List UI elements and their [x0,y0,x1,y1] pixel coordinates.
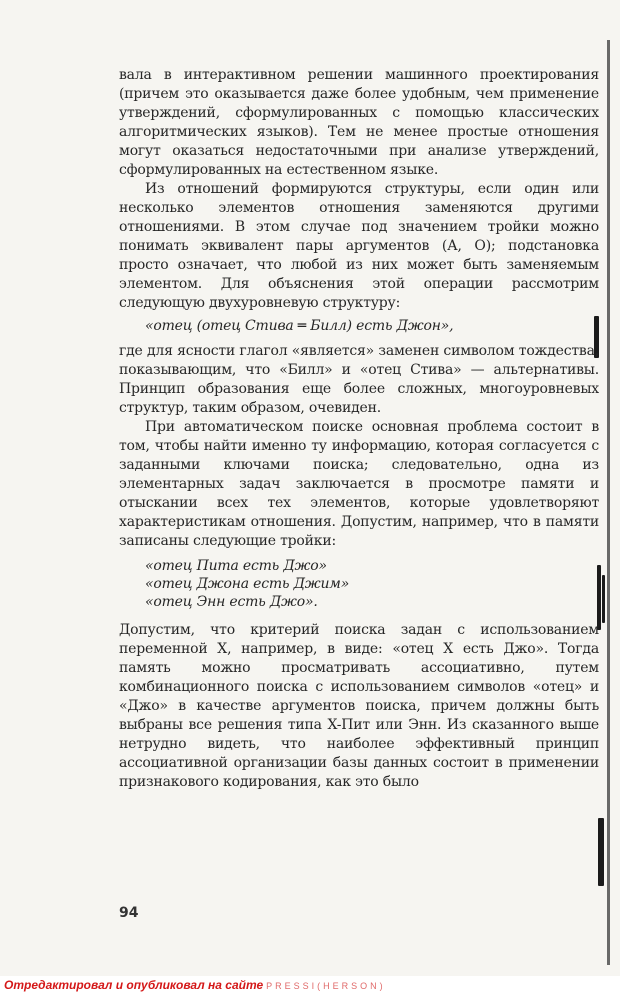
page-edge-shadow [607,40,610,965]
scan-mark [598,818,604,886]
footer-text: Отредактировал и опубликовал на сайте [4,978,264,992]
footer-credit [0,976,620,995]
paragraph: Допустим, что критерий поиска задан с использованием переменной X, например, в виде: «отец X есть Джо». Тогда память можно просматривать ассоциативно, путем комбинационного поиска с использованием символов «отец» и «Джо» в качестве аргументов поиска, причем должны быть выбраны все решения типа X-Пит или Энн. Из сказанного выше нетрудно видеть, что наиболее эффективный принцип ассоциативной организации базы данных состоит в применении признакового кодирования, как это было [119,622,599,790]
quoted-structure: «отец (отец Стива ═ Билл) есть Джон», [145,318,454,334]
triple-item: «отец Энн есть Джо». [145,594,318,610]
triples-list [145,557,599,611]
body-text [119,66,599,792]
paragraph: вала в интерактивном решении машинного проектирования (причем это оказывается даже более удобным, чем применение утверждений, сформулированных с помощью классических алгоритмических языков). Тем не менее простые отношения могут оказаться недостаточными при анализе утверждений, сформулированных на естественном языке. [119,67,599,178]
paragraph: где для ясности глагол «является» заменен символом тождества, показывающим, что «Билл» и «отец Стива» — альтернативы. Принцип образования еще более сложных, многоуровневых структур, таким образом, очевиден. [119,343,599,416]
page-number: 94 [119,905,139,921]
triple-item: «отец Джона есть Джим» [145,576,350,592]
triple-item: «отец Пита есть Джо» [145,558,327,574]
paragraph: Из отношений формируются структуры, если один или несколько элементов отношения заменяются другими отношениями. В этом случае под значением тройки можно понимать эквивалент пары аргументов (А, О); подстановка просто означает, что любой из них может быть заменяемым элементом. Для объяснения этой операции рассмотрим следующую двухуровневую структуру: [119,181,599,311]
paragraph: При автоматическом поиске основная проблема состоит в том, чтобы найти именно ту информацию, которая согласуется с заданными ключами поиска; следовательно, одна из элементарных задач заключается в просмотре памяти и отыскании всех тех элементов, которые удовлетворяют характеристикам отношения. Допустим, например, что в памяти записаны следующие тройки: [119,419,599,549]
scan-mark [602,575,605,623]
footer-brand: PRESSI(HERSON) [266,981,386,991]
